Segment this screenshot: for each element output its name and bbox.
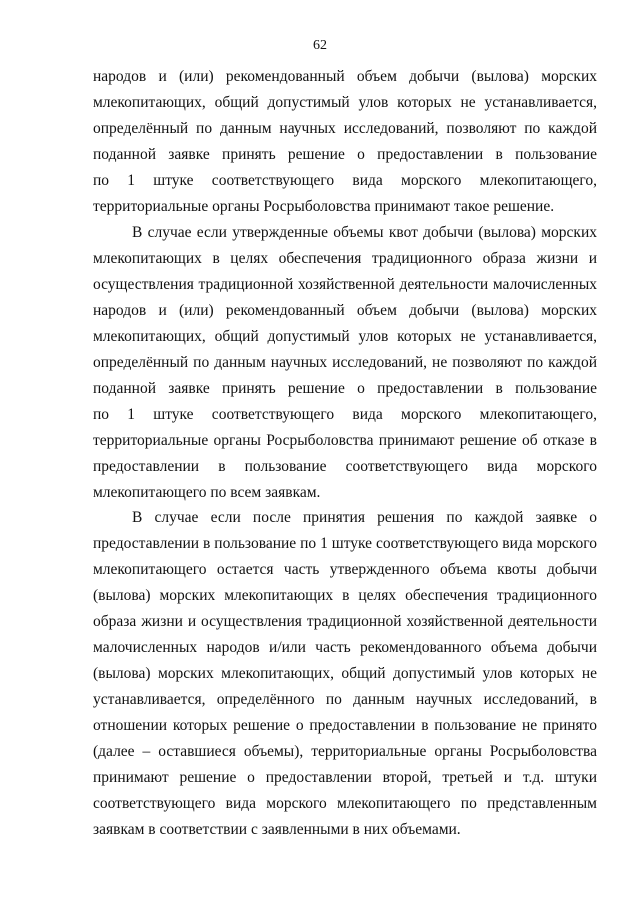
paragraph-2-line-11: млекопитающего по всем заявкам.: [93, 484, 321, 501]
paragraph-3-line-6: малочисленных народов и/или часть рекомендованного объема добычи: [93, 639, 597, 656]
paragraph-2-line-1: В случае если утвержденные объемы квот добычи (вылова) морских: [132, 224, 597, 241]
paragraph-3-line-1: В случае если после принятия решения по каждой заявке о: [132, 509, 597, 526]
paragraph-3-line-8: устанавливается, определённого по данным научных исследований, в: [93, 691, 597, 708]
paragraph-1-line-2: млекопитающих, общий допустимый улов которых не устанавливается,: [93, 94, 597, 111]
paragraph-3-line-10: (далее – оставшиеся объемы), территориальные органы Росрыболовства: [93, 743, 597, 760]
paragraph-2-line-6: определённый по данным научных исследований, не позволяют по каждой: [93, 354, 597, 371]
paragraph-1-line-6: территориальные органы Росрыболовства принимают такое решение.: [93, 198, 555, 215]
paragraph-3-line-5: образа жизни и осуществления традиционной хозяйственной деятельности: [93, 613, 597, 630]
paragraph-2-line-10: предоставлении в пользование соответствующего вида морского: [93, 458, 597, 475]
paragraph-1-line-4: поданной заявке принять решение о предоставлении в пользование: [93, 146, 597, 163]
page-number: 62: [313, 38, 327, 53]
paragraph-3-line-9: отношении которых решение о предоставлении в пользование не принято: [93, 717, 597, 734]
paragraph-2-line-3: осуществления традиционной хозяйственной деятельности малочисленных: [93, 276, 597, 293]
paragraph-2-line-4: народов и (или) рекомендованный объем добычи (вылова) морских: [93, 302, 597, 319]
paragraph-3-line-11: принимают решение о предоставлении второй, третьей и т.д. штуки: [93, 769, 597, 786]
paragraph-1-line-5: по 1 штуке соответствующего вида морского млекопитающего,: [93, 172, 597, 189]
paragraph-2-line-9: территориальные органы Росрыболовства принимают решение об отказе в: [93, 432, 597, 449]
paragraph-3-line-4: (вылова) морских млекопитающих в целях обеспечения традиционного: [93, 587, 597, 604]
paragraph-1-line-1: народов и (или) рекомендованный объем добычи (вылова) морских: [93, 68, 597, 85]
paragraph-2-line-7: поданной заявке принять решение о предоставлении в пользование: [93, 380, 597, 397]
paragraph-3-line-2: предоставлении в пользование по 1 штуке соответствующего вида морского: [93, 535, 597, 552]
paragraph-3-line-3: млекопитающего остается часть утвержденного объема квоты добычи: [93, 561, 597, 578]
paragraph-2-line-8: по 1 штуке соответствующего вида морского млекопитающего,: [93, 406, 597, 423]
paragraph-2-line-2: млекопитающих в целях обеспечения традиционного образа жизни и: [93, 250, 597, 267]
paragraph-1-line-3: определённый по данным научных исследований, позволяют по каждой: [93, 120, 597, 137]
paragraph-3-line-13: заявкам в соответствии с заявленными в них объемами.: [93, 821, 461, 838]
paragraph-3-line-12: соответствующего вида морского млекопитающего по представленным: [93, 795, 597, 812]
paragraph-3-line-7: (вылова) морских млекопитающих, общий допустимый улов которых не: [93, 665, 597, 682]
paragraph-2-line-5: млекопитающих, общий допустимый улов которых не устанавливается,: [93, 328, 597, 345]
